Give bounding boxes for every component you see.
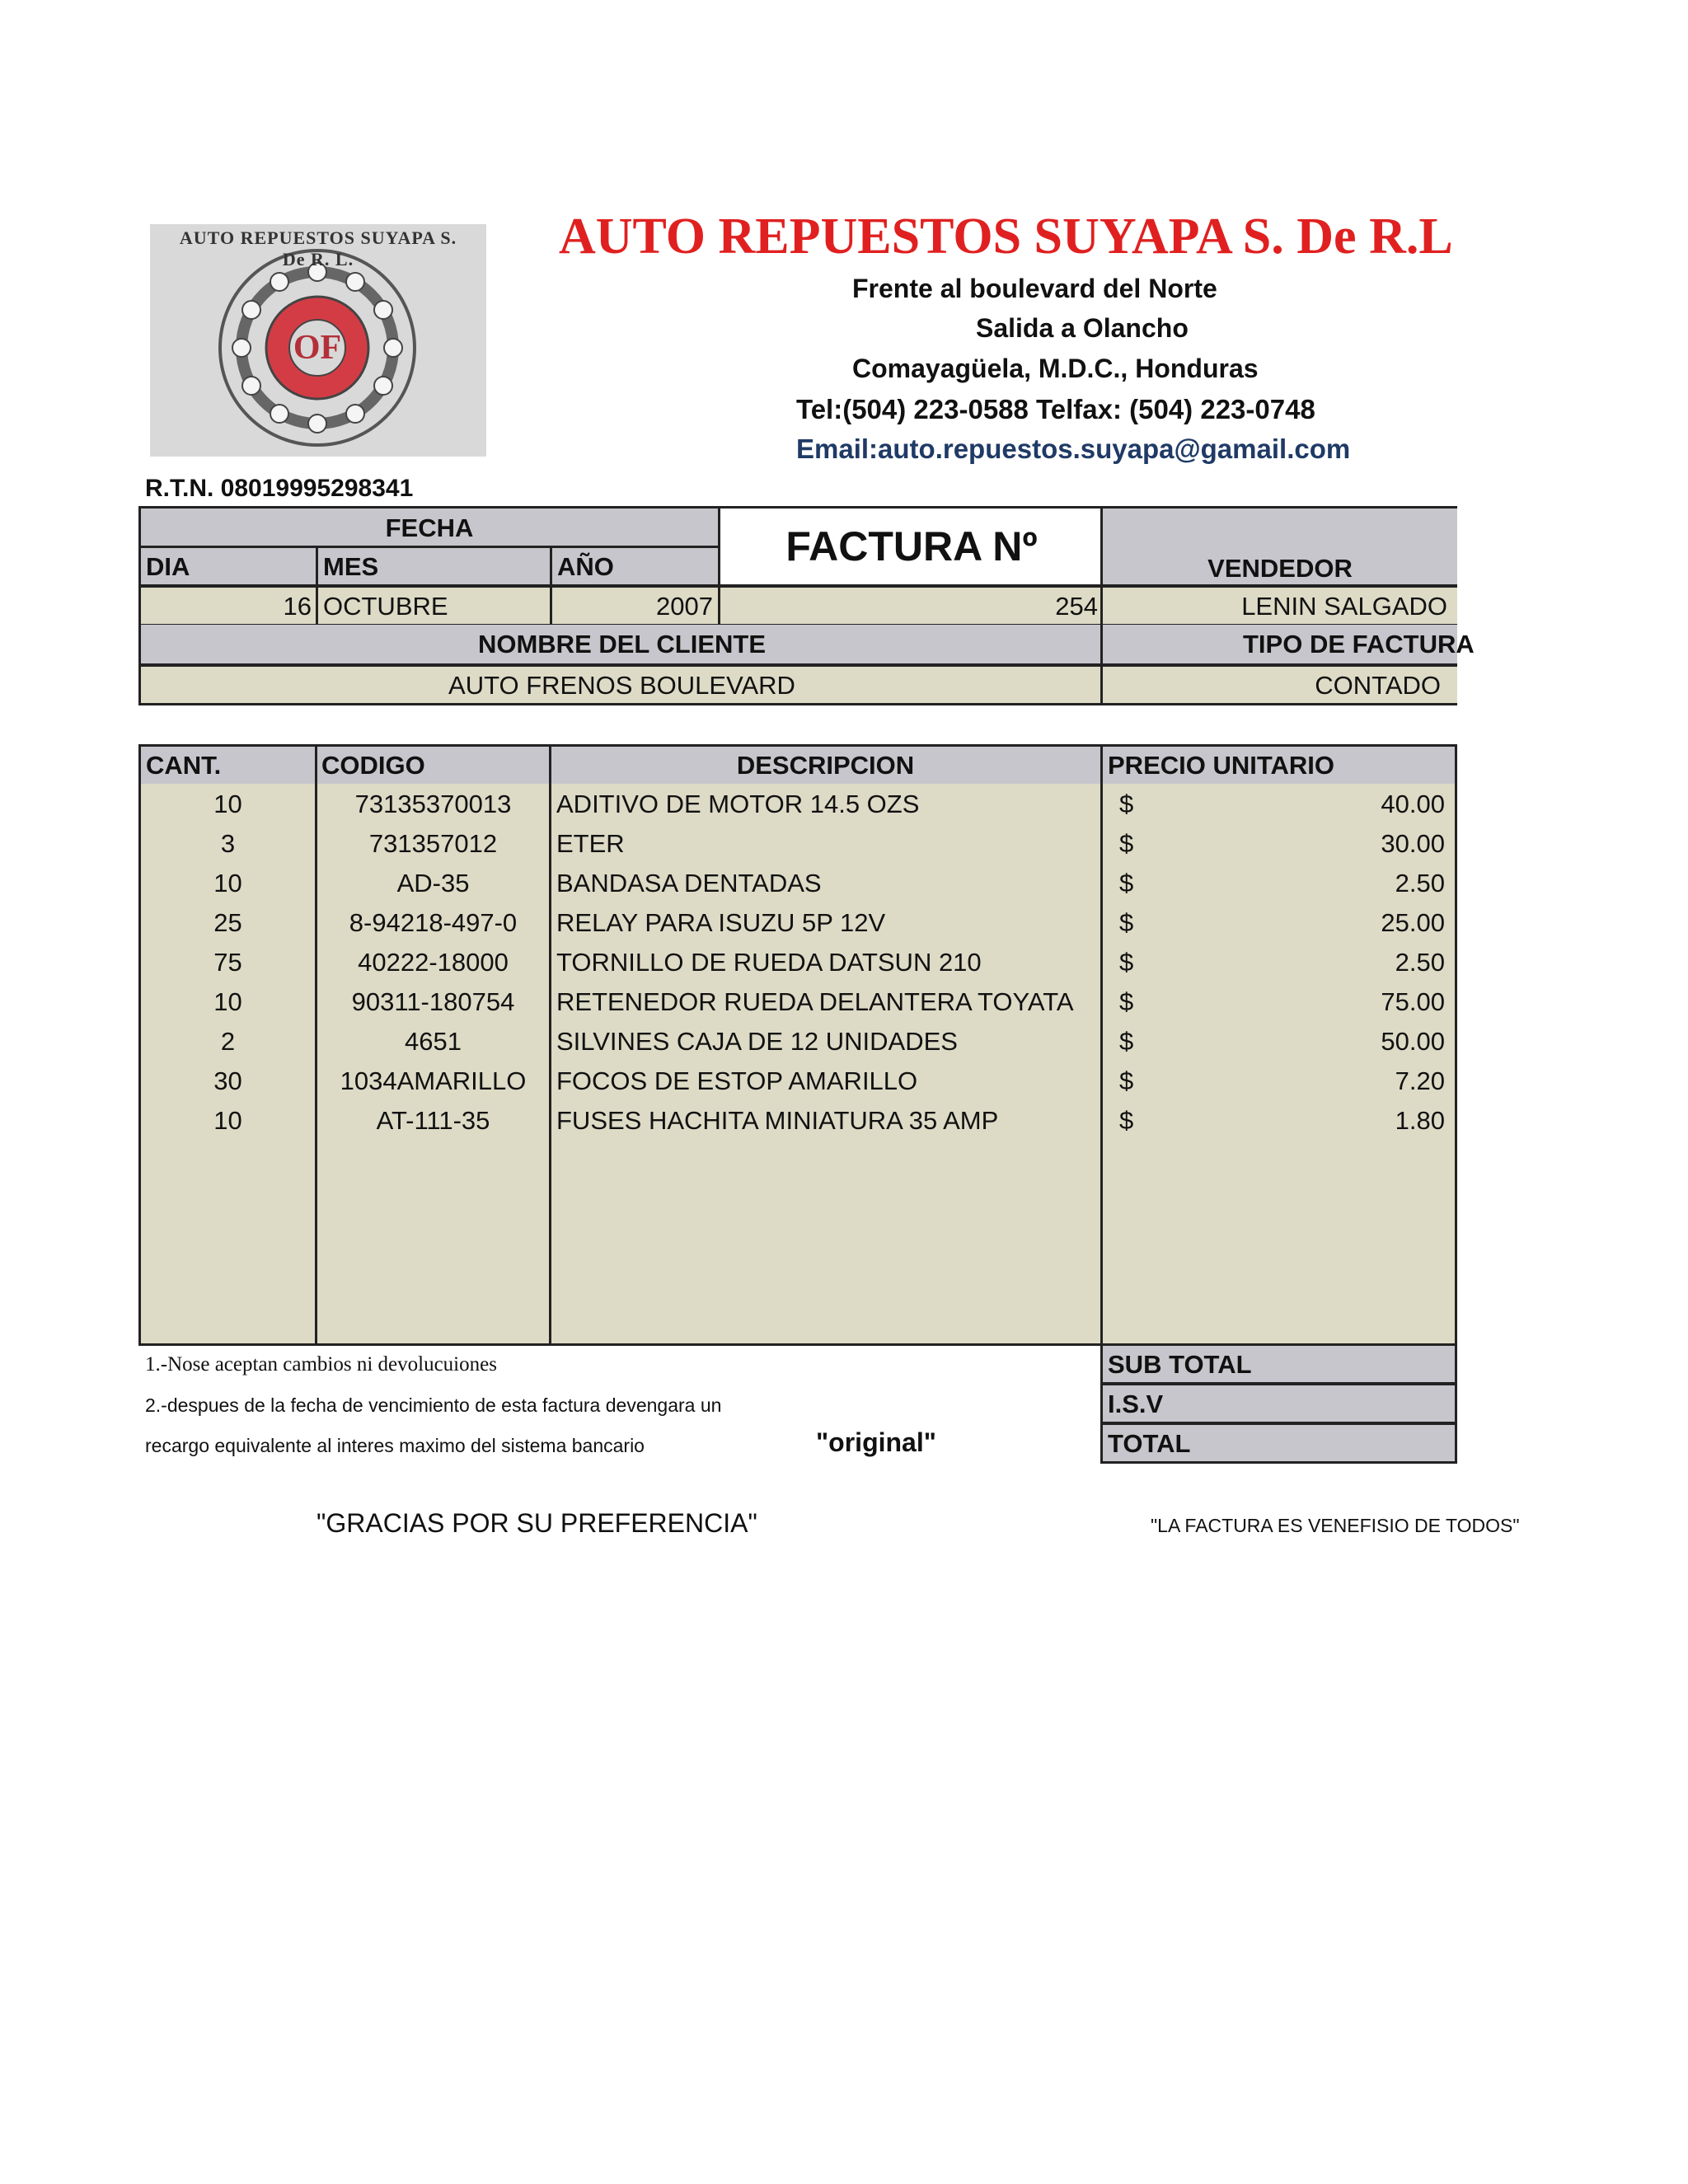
cell-descripcion: SILVINES CAJA DE 12 UNIDADES <box>556 1026 958 1056</box>
col-cant-header: CANT. <box>141 747 316 784</box>
benefit-message: "LA FACTURA ES VENEFISIO DE TODOS" <box>1151 1515 1520 1536</box>
company-name: AUTO REPUESTOS SUYAPA S. De R.L <box>559 209 1453 265</box>
cell-descripcion: RELAY PARA ISUZU 5P 12V <box>556 907 886 937</box>
col-codigo-header: CODIGO <box>316 747 551 784</box>
table-row <box>0 982 1688 1021</box>
cell-cant: 25 <box>213 907 242 937</box>
anio-value: 2007 <box>550 585 720 626</box>
cell-currency: $ <box>1119 789 1134 818</box>
company-address-1: Frente al boulevard del Norte <box>852 274 1217 303</box>
cell-descripcion: TORNILLO DE RUEDA DATSUN 210 <box>556 947 982 977</box>
company-logo <box>150 224 486 457</box>
table-row <box>0 823 1688 863</box>
cell-descripcion: FOCOS DE ESTOP AMARILLO <box>556 1066 918 1095</box>
cell-cant: 30 <box>213 1066 242 1095</box>
thanks-message: "GRACIAS POR SU PREFERENCIA" <box>316 1508 757 1538</box>
cell-codigo: 40222-18000 <box>358 947 509 977</box>
dia-value: 16 <box>138 585 316 626</box>
company-city: Comayagüela, M.D.C., Honduras <box>852 354 1259 383</box>
cell-codigo: AD-35 <box>396 868 470 898</box>
cell-currency: $ <box>1119 868 1134 898</box>
mes-header: MES <box>316 546 551 587</box>
mes-value: OCTUBRE <box>316 585 551 626</box>
cell-precio: 2.50 <box>1395 868 1445 898</box>
tipo-value: CONTADO <box>1100 664 1457 705</box>
col-descripcion-header: DESCRIPCION <box>551 747 1100 784</box>
cell-codigo: 8-94218-497-0 <box>349 907 518 937</box>
cell-precio: 7.20 <box>1395 1066 1445 1095</box>
logo-initials: OF <box>293 329 342 367</box>
cell-codigo: 73135370013 <box>354 789 512 818</box>
cell-precio: 50.00 <box>1381 1026 1445 1056</box>
cell-currency: $ <box>1119 907 1134 937</box>
company-rtn: R.T.N. 08019995298341 <box>145 475 414 502</box>
fecha-header: FECHA <box>138 506 720 547</box>
cell-precio: 2.50 <box>1395 947 1445 977</box>
cell-codigo: AT-111-35 <box>376 1105 490 1135</box>
cell-precio: 30.00 <box>1381 828 1445 858</box>
table-row <box>0 784 1688 823</box>
cell-cant: 10 <box>213 868 242 898</box>
cell-currency: $ <box>1119 1105 1134 1135</box>
table-row <box>0 1100 1688 1140</box>
total-label: TOTAL <box>1100 1422 1457 1464</box>
table-row <box>0 1021 1688 1061</box>
anio-header: AÑO <box>550 546 720 587</box>
logo-text: AUTO REPUESTOS SUYAPA S. De R. L. <box>179 227 457 269</box>
cell-codigo: 1034AMARILLO <box>340 1066 527 1095</box>
cell-currency: $ <box>1119 987 1134 1016</box>
original-stamp: "original" <box>816 1427 936 1457</box>
cliente-value: AUTO FRENOS BOULEVARD <box>138 664 1103 705</box>
cell-precio: 75.00 <box>1381 987 1445 1016</box>
cell-currency: $ <box>1119 947 1134 977</box>
cell-cant: 2 <box>220 1026 236 1056</box>
company-address-2: Salida a Olancho <box>976 313 1189 343</box>
cell-cant: 75 <box>213 947 242 977</box>
cell-descripcion: RETENEDOR RUEDA DELANTERA TOYATA <box>556 987 1074 1016</box>
cell-cant: 10 <box>213 789 242 818</box>
table-row <box>0 1061 1688 1100</box>
cell-precio: 25.00 <box>1381 907 1445 937</box>
table-row <box>0 863 1688 902</box>
factura-header: FACTURA Nº <box>720 506 1103 587</box>
note-1: 1.-Nose aceptan cambios ni devolucuiones <box>145 1353 497 1376</box>
cell-cant: 3 <box>220 828 236 858</box>
dia-header: DIA <box>138 546 316 587</box>
cliente-header: NOMBRE DEL CLIENTE <box>138 625 1103 666</box>
cell-descripcion: ADITIVO DE MOTOR 14.5 OZS <box>556 789 920 818</box>
table-row <box>0 902 1688 942</box>
cell-descripcion: FUSES HACHITA MINIATURA 35 AMP <box>556 1105 999 1135</box>
cell-codigo: 731357012 <box>368 828 498 858</box>
cell-descripcion: ETER <box>556 828 625 858</box>
cell-currency: $ <box>1119 828 1134 858</box>
cell-descripcion: BANDASA DENTADAS <box>556 868 822 898</box>
cell-cant: 10 <box>213 987 242 1016</box>
note-3: recargo equivalente al interes maximo del sistema bancario <box>145 1435 645 1456</box>
cell-currency: $ <box>1119 1066 1134 1095</box>
cell-codigo: 4651 <box>405 1026 462 1056</box>
cell-precio: 40.00 <box>1381 789 1445 818</box>
subtotal-label: SUB TOTAL <box>1100 1343 1457 1385</box>
company-email[interactable]: Email:auto.repuestos.suyapa@gamail.com <box>796 434 1351 464</box>
tipo-header: TIPO DE FACTURA <box>1100 625 1457 666</box>
notes-top-rule <box>138 1343 1103 1346</box>
factura-number: 254 <box>720 585 1103 626</box>
cell-cant: 10 <box>213 1105 242 1135</box>
vendedor-value: LENIN SALGADO <box>1100 585 1457 626</box>
cell-precio: 1.80 <box>1395 1105 1445 1135</box>
company-phone: Tel:(504) 223-0588 Telfax: (504) 223-0748 <box>796 394 1315 424</box>
note-2: 2.-despues de la fecha de vencimiento de esta factura devengara un <box>145 1394 722 1416</box>
col-precio-header: PRECIO UNITARIO <box>1103 747 1455 784</box>
cell-currency: $ <box>1119 1026 1134 1056</box>
table-row <box>0 942 1688 982</box>
isv-label: I.S.V <box>1100 1383 1457 1424</box>
cell-codigo: 90311-180754 <box>351 987 515 1016</box>
vendedor-header: VENDEDOR <box>1100 506 1457 587</box>
